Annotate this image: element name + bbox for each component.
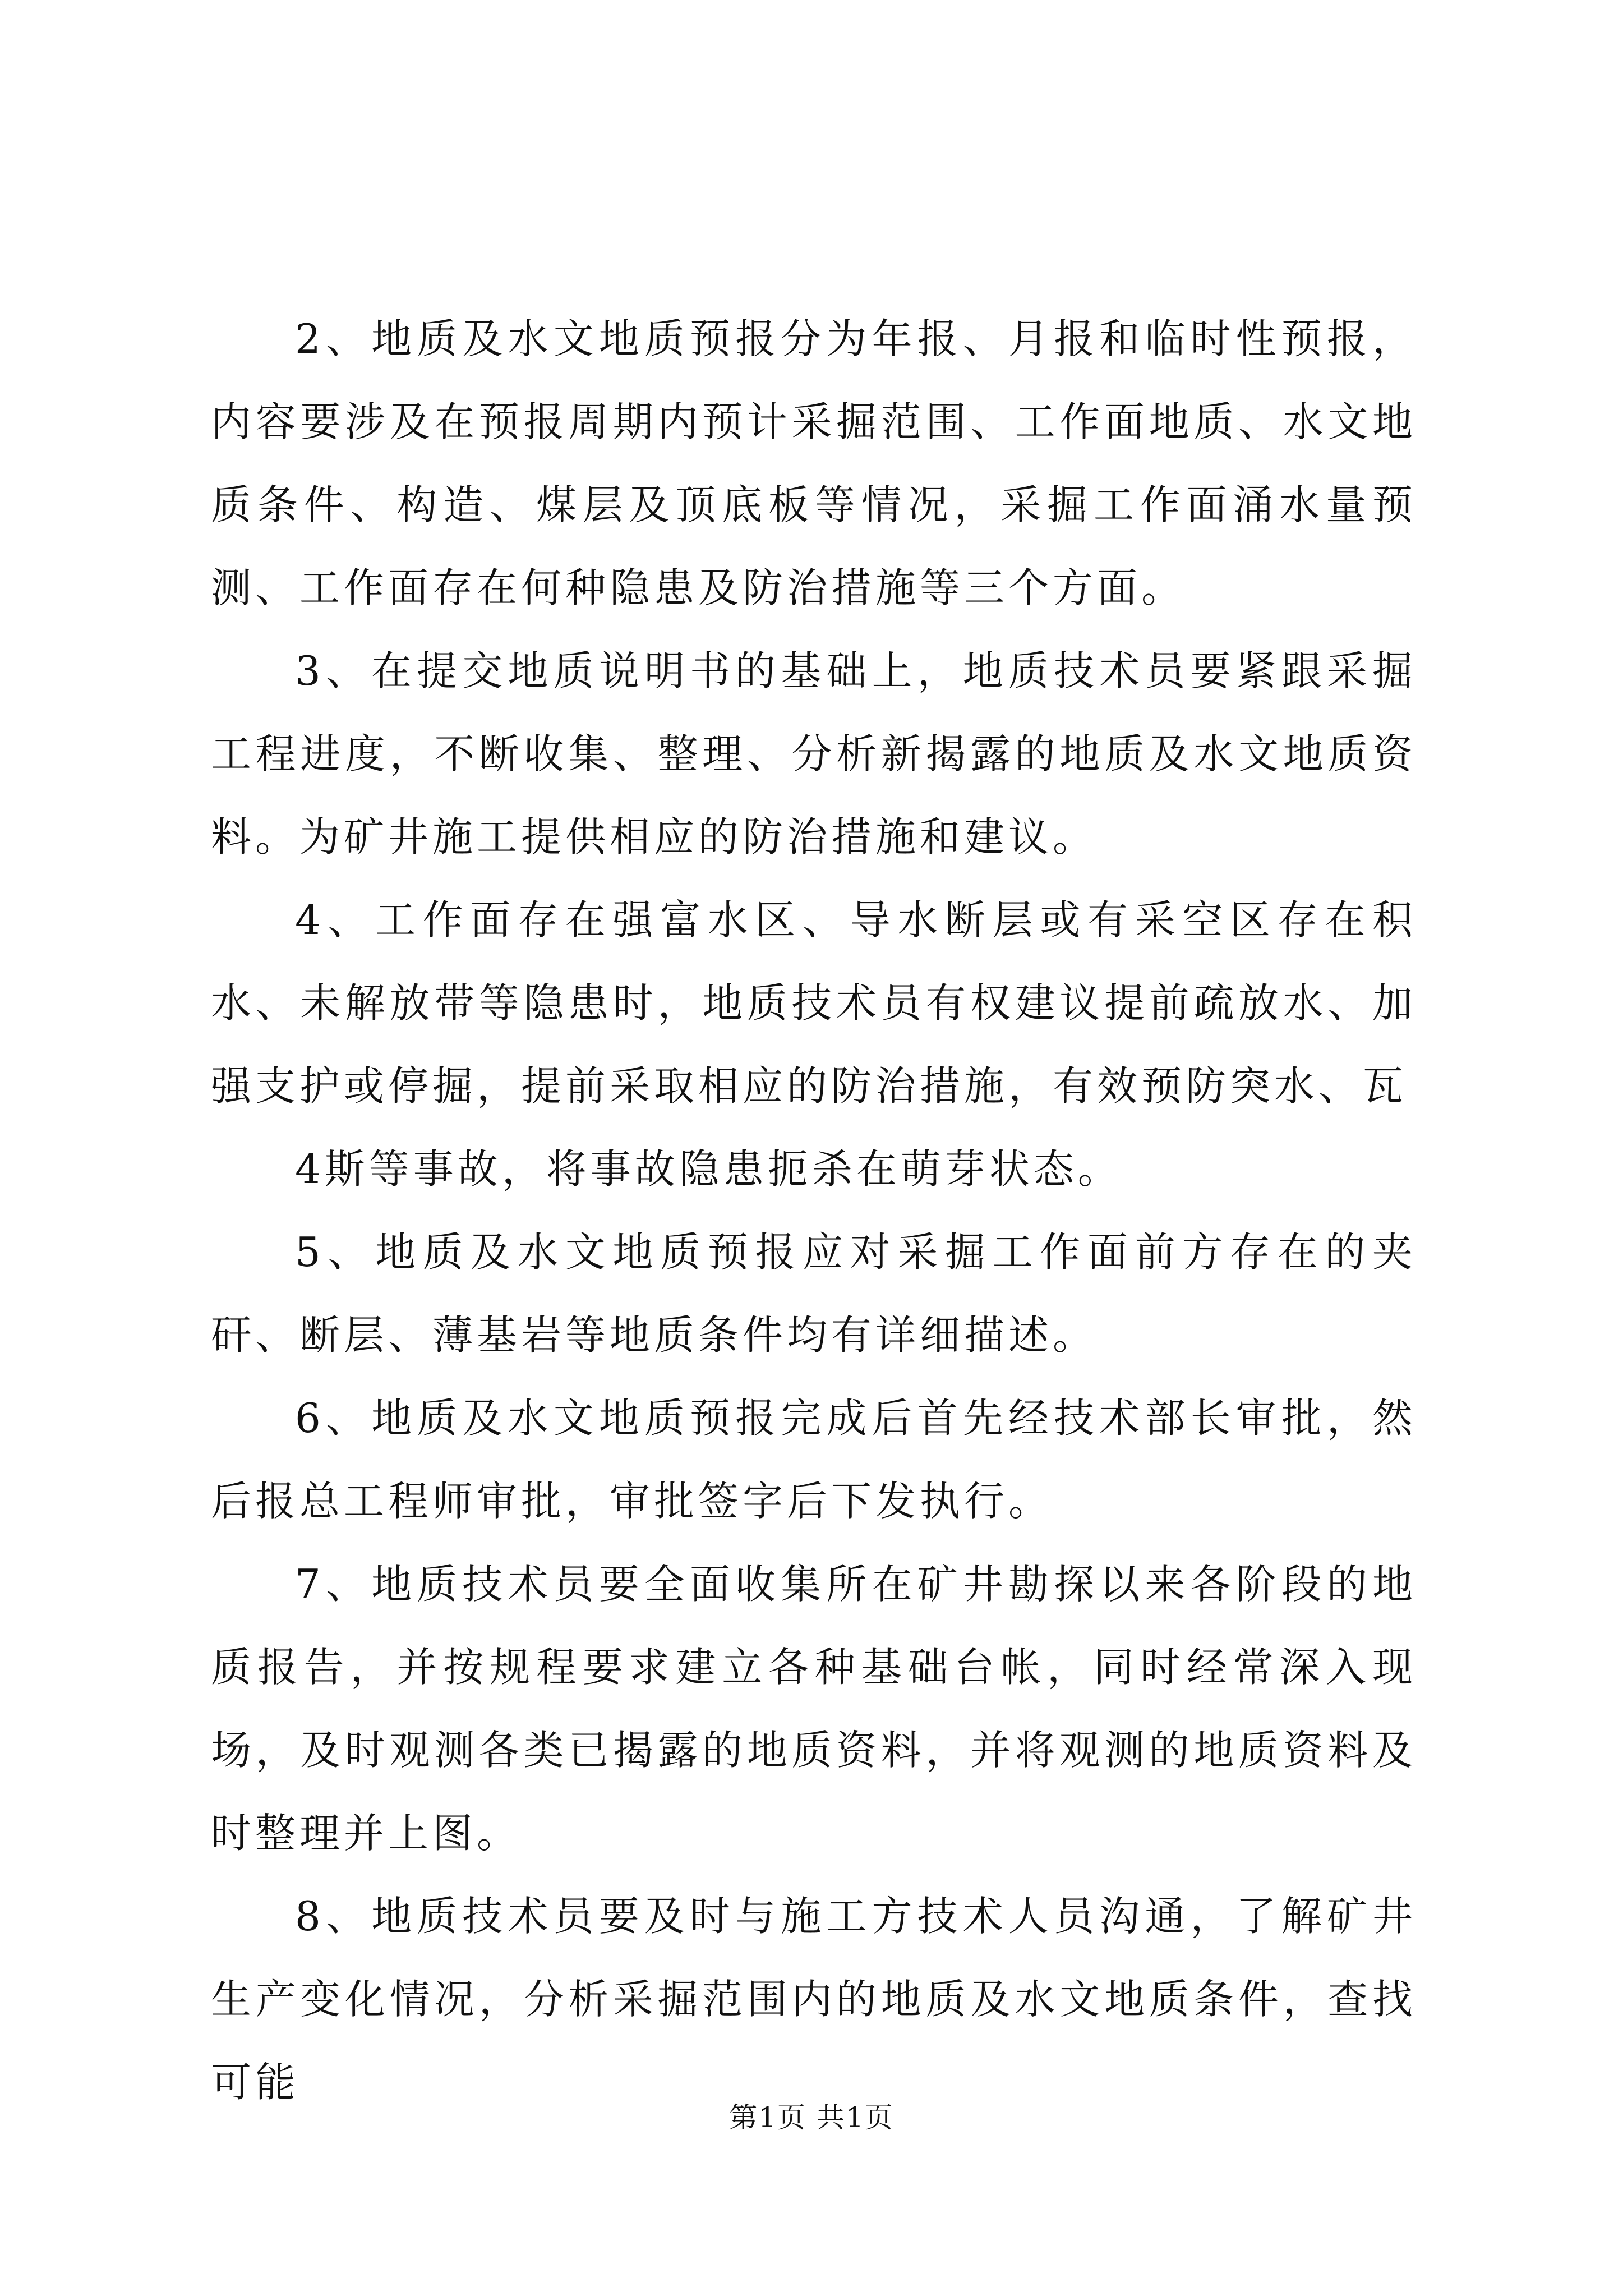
document-body — [211, 297, 1417, 2124]
paragraph-7: 7、地质技术员要全面收集所在矿井勘探以来各阶段的地质报告，并按规程要求建立各种基础台帐，同时经常深入现场，及时观测各类已揭露的地质资料，并将观测的地质资料及时整理并上图。 — [211, 1561, 1417, 1857]
paragraph-4: 4、工作面存在强富水区、导水断层或有采空区存在积水、未解放带等隐患时，地质技术员有权建议提前疏放水、加强支护或停掘，提前采取相应的防治措施，有效预防突水、瓦 — [211, 896, 1417, 1110]
paragraph-6: 6、地质及水文地质预报完成后首先经技术部长审批，然后报总工程师审批，审批签字后下发执行。 — [211, 1395, 1417, 1525]
page-footer: 第1页 共1页 — [729, 2101, 894, 2134]
paragraph-2: 2、地质及水文地质预报分为年报、月报和临时性预报，内容要涉及在预报周期内预计采掘范围、工作面地质、水文地质条件、构造、煤层及顶底板等情况，采掘工作面涌水量预测、工作面存在何种隐患及防治措施等三个方面。 — [211, 315, 1417, 611]
paragraph-5: 5、地质及水文地质预报应对采掘工作面前方存在的夹矸、断层、薄基岩等地质条件均有详细描述。 — [211, 1228, 1417, 1359]
paragraph-4-continued: 4斯等事故，将事故隐患扼杀在萌芽状态。 — [295, 1145, 1122, 1193]
paragraph-3: 3、在提交地质说明书的基础上，地质技术员要紧跟采掘工程进度，不断收集、整理、分析新揭露的地质及水文地质资料。为矿井施工提供相应的防治措施和建议。 — [211, 647, 1417, 861]
paragraph-8: 8、地质技术员要及时与施工方技术人员沟通，了解矿井生产变化情况，分析采掘范围内的地质及水文地质条件，查找可能 — [211, 1893, 1417, 2106]
